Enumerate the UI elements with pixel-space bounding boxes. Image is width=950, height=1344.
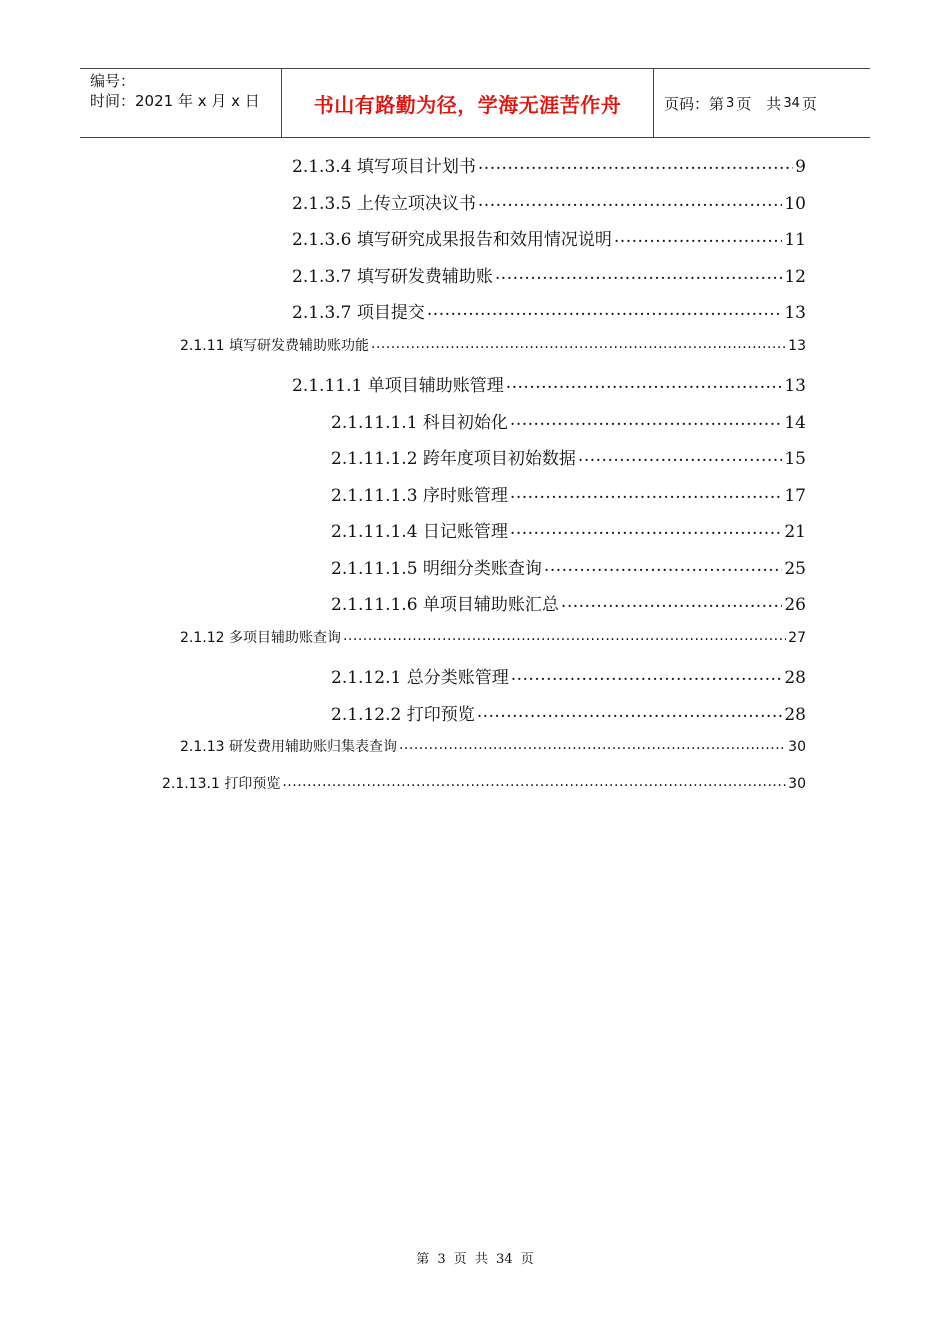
toc-entry-page: 26 xyxy=(784,595,806,615)
toc-entry-page: 13 xyxy=(784,376,806,396)
toc-entry[interactable] xyxy=(162,773,806,809)
toc-dot-leader xyxy=(371,336,786,350)
toc-dot-leader xyxy=(477,703,783,720)
header-meta xyxy=(80,69,282,137)
toc-dot-leader xyxy=(478,192,782,209)
toc-entry-title: 2.1.11.1.5 明细分类账查询 xyxy=(331,558,542,579)
toc-dot-leader xyxy=(544,557,782,574)
toc-entry-page: 28 xyxy=(784,704,806,725)
page-current: 3 xyxy=(726,95,735,111)
toc-entry-page: 28 xyxy=(784,668,806,688)
toc-dot-leader xyxy=(614,228,782,245)
toc-entry[interactable] xyxy=(180,736,806,772)
toc-entry-title: 2.1.3.5 上传立项决议书 xyxy=(292,193,476,214)
toc-entry-page: 17 xyxy=(784,485,806,506)
toc-entry-title: 2.1.12 多项目辅助账查询 xyxy=(180,629,341,646)
page-prefix: 页码：第 xyxy=(664,94,725,113)
toc-entry-page: 13 xyxy=(784,303,806,323)
toc-entry[interactable] xyxy=(331,517,806,553)
toc-entry-page: 25 xyxy=(784,558,806,579)
toc-entry-title: 2.1.11 填写研发费辅助账功能 xyxy=(180,337,369,354)
toc-entry-title: 2.1.11.1 单项目辅助账管理 xyxy=(292,376,504,396)
toc-dot-leader xyxy=(510,411,782,428)
time-label: 时间：2021 年 x 月 x 日 xyxy=(90,92,260,110)
number-label: 编号： xyxy=(90,72,136,90)
toc-entry[interactable] xyxy=(331,590,806,626)
toc-entry-page: 14 xyxy=(784,412,806,433)
toc-dot-leader xyxy=(506,374,783,391)
toc-entry-page: 21 xyxy=(784,522,806,542)
toc-entry[interactable] xyxy=(292,298,806,334)
page-total: 34 xyxy=(783,95,800,111)
page-suffix: 页 xyxy=(801,94,817,113)
toc-dot-leader xyxy=(561,593,782,610)
toc-dot-leader xyxy=(282,774,786,788)
toc-dot-leader xyxy=(511,666,783,683)
header-motto: 书山有路勤为径，学海无涯苦作舟 xyxy=(282,69,654,137)
toc-entry-title: 2.1.12.2 打印预览 xyxy=(331,704,475,725)
toc-entry-page: 9 xyxy=(795,157,806,177)
toc-entry-title: 2.1.11.1.4 日记账管理 xyxy=(331,522,508,542)
toc-entry[interactable] xyxy=(331,481,806,517)
toc-entry[interactable] xyxy=(292,225,806,261)
toc-entry-title: 2.1.12.1 总分类账管理 xyxy=(331,668,509,688)
toc-entry[interactable] xyxy=(292,262,806,298)
toc-entry-title: 2.1.11.1.1 科目初始化 xyxy=(331,412,508,433)
page-header xyxy=(80,68,870,138)
toc-entry-title: 2.1.11.1.3 序时账管理 xyxy=(331,485,508,506)
toc-entry[interactable] xyxy=(331,663,806,699)
toc-entry-title: 2.1.11.1.2 跨年度项目初始数据 xyxy=(331,449,576,469)
header-page-info xyxy=(654,69,870,137)
toc-entry-page: 10 xyxy=(784,193,806,214)
toc-entry-title: 2.1.3.7 填写研发费辅助账 xyxy=(292,266,493,287)
toc-entry-title: 2.1.3.6 填写研究成果报告和效用情况说明 xyxy=(292,230,612,250)
toc-entry-page: 30 xyxy=(788,739,806,755)
toc-entry-page: 15 xyxy=(784,449,806,469)
toc-dot-leader xyxy=(510,520,782,537)
toc-entry[interactable] xyxy=(292,152,806,188)
toc-entry-title: 2.1.3.4 填写项目计划书 xyxy=(292,157,476,177)
toc-entry-title: 2.1.13 研发费用辅助账归集表查询 xyxy=(180,739,397,755)
toc-dot-leader xyxy=(578,447,782,464)
toc-dot-leader xyxy=(478,155,793,172)
toc-entry-title: 2.1.3.7 项目提交 xyxy=(292,303,425,323)
toc-dot-leader xyxy=(343,628,786,642)
toc-entry[interactable] xyxy=(331,444,806,480)
toc-entry[interactable] xyxy=(180,335,806,371)
page-footer: 第 3 页 共 34 页 xyxy=(416,1252,534,1267)
toc-entry-page: 13 xyxy=(788,337,806,354)
toc-dot-leader xyxy=(495,265,782,282)
toc-entry[interactable] xyxy=(331,554,806,590)
toc-entry-page: 27 xyxy=(788,629,806,646)
toc-entry-page: 11 xyxy=(784,230,806,250)
page-mid: 页 共 xyxy=(736,94,782,113)
toc-entry[interactable] xyxy=(331,408,806,444)
toc-entry-page: 30 xyxy=(788,775,806,792)
toc-entry-title: 2.1.11.1.6 单项目辅助账汇总 xyxy=(331,595,559,615)
toc-entry[interactable] xyxy=(292,371,806,407)
toc-entry-title: 2.1.13.1 打印预览 xyxy=(162,775,281,792)
toc-dot-leader xyxy=(510,484,782,501)
toc-entry[interactable] xyxy=(331,700,806,736)
toc-dot-leader xyxy=(427,301,782,318)
toc-entry[interactable] xyxy=(180,627,806,663)
toc-dot-leader xyxy=(399,737,786,751)
toc-entry-page: 12 xyxy=(784,266,806,287)
toc-entry[interactable] xyxy=(292,189,806,225)
